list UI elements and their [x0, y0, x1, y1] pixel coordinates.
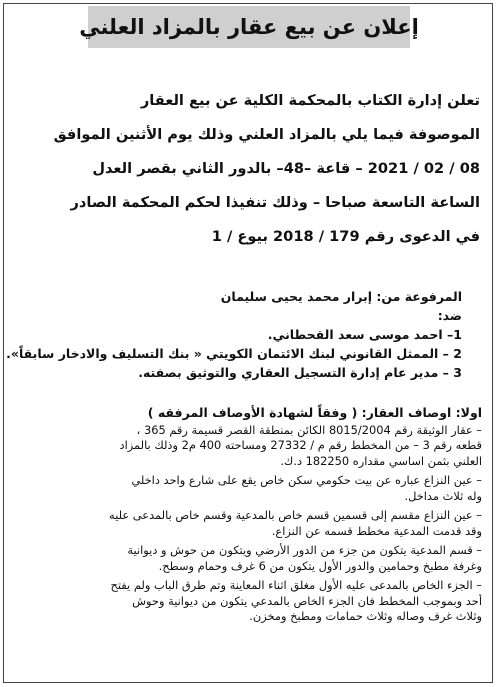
defendant-line: 2 – الممثل القانوني لبنك الائتمان الكويتي « بنك التسليف والادخار سابقاً».: [6, 346, 462, 361]
intro-line: الساعة التاسعة صباحا – وذلك تنفيذا لحكم المحكمة الصادر: [70, 194, 480, 211]
property-specs-section: [12, 405, 482, 629]
spec-line: أحد وبموجب المخطط فان الجزء الخاص بالمدعي يتكون من ديوانية وحوش: [132, 593, 482, 608]
spec-line: العلني بثمن اساسي مقداره 182250 د.ك.: [280, 453, 482, 468]
spec-line: وله ثلاث مداخل.: [404, 488, 482, 503]
spec-item: [12, 543, 482, 574]
intro-line: في الدعوى رقم 179 / 2018 بيوع / 1: [211, 228, 480, 245]
intro-line: 08 / 02 / 2021 – قاعة –48– بالدور الثاني بقصر العدل: [92, 160, 480, 177]
announcement-title: إعلان عن بيع عقار بالمزاد العلني: [79, 15, 419, 39]
spec-line: وثلاث غرف وصاله وثلاث حمامات ومطبخ ومخزن.: [249, 609, 482, 623]
spec-item: [12, 473, 482, 504]
spec-line: – عين النزاع مقسم إلى قسمين قسم خاص بالمدعية وقسم خاص بالمدعى عليه: [109, 508, 482, 522]
intro-line: تعلن إدارة الكتاب بالمحكمة الكلية عن بيع العقار: [140, 92, 480, 109]
against-label: ضد:: [437, 308, 462, 323]
spec-line: – عقار الوثيقة رقم 8015/2004 الكائن بمنطقة القصر قسيمة رقم 365 ،: [136, 422, 482, 437]
defendant-line: 1– احمد موسى سعد القحطاني.: [267, 327, 462, 342]
defendant-line: 3 – مدير عام إدارة التسجيل العقاري والتوثيق بصفته.: [138, 365, 462, 380]
announcement-intro: [10, 84, 480, 254]
spec-item: [12, 578, 482, 625]
spec-line: – الجزء الخاص بالمدعى عليه الأول مغلق اثناء المعاينة وتم طرق الباب ولم يفتح: [110, 578, 482, 592]
spec-item: [12, 508, 482, 539]
intro-line: الموصوفة فيما يلي بالمزاد العلني وذلك يوم الأثنين الموافق: [53, 126, 480, 143]
spec-line: قطعه رقم 3 – من المخطط رقم م / 27332 ومساحته 400 م2 وذلك بالمزاد: [119, 438, 482, 452]
spec-line: – قسم المدعية يتكون من جزء من الدور الأرضي ويتكون من حوش و ديوانية: [127, 543, 482, 557]
spec-item: [12, 423, 482, 470]
plaintiff-line: المرفوعة من: إبرار محمد يحيى سليمان: [220, 289, 462, 304]
spec-line: وغرفة مطبخ وحمامين والدور الأول يتكون من 6 غرف وحمام وسطح.: [158, 558, 482, 573]
announcement-title-box: [79, 6, 419, 48]
spec-line: – عين النزاع عباره عن بيت حكومي سكن خاص يقع على شارع واحد داخلي: [131, 473, 482, 487]
specs-heading: اولا: اوصاف العقار: ( وفقاً لشهادة الأوصاف المرفقه ): [147, 405, 482, 420]
spec-line: وقد قدمت المدعية مخطط قسمه عن النزاع.: [271, 523, 482, 538]
parties-section: [6, 287, 462, 382]
